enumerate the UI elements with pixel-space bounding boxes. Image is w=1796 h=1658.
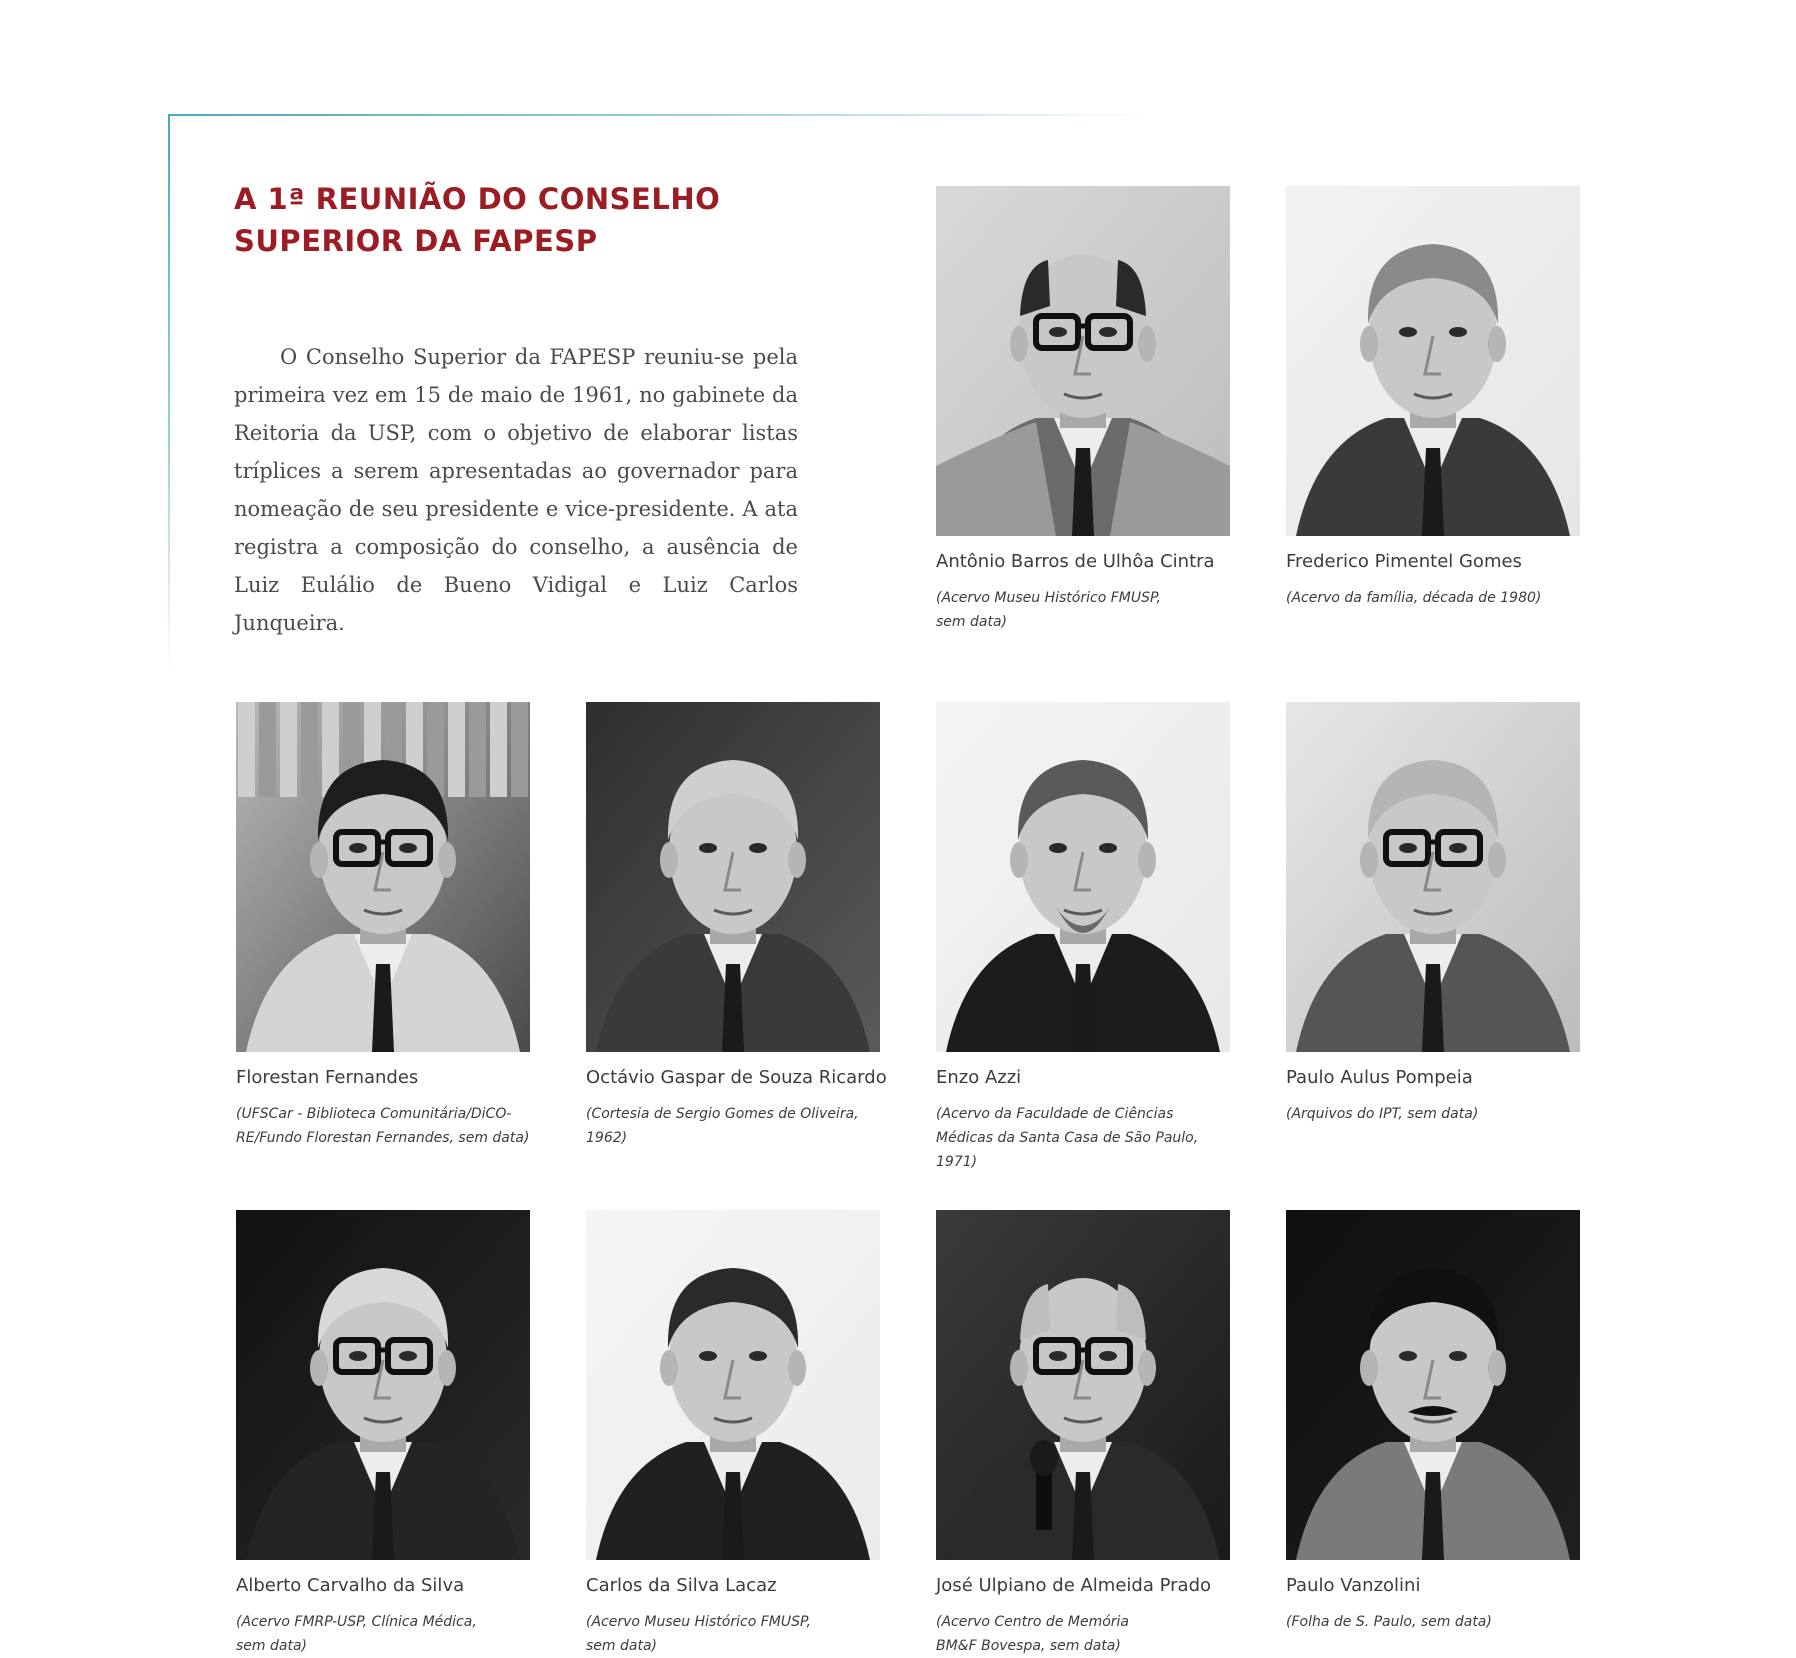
portrait-card bbox=[586, 702, 887, 1150]
book-spine bbox=[259, 702, 276, 797]
portrait-image bbox=[936, 702, 1230, 1052]
eye-left bbox=[1049, 843, 1067, 853]
portrait-card bbox=[1286, 702, 1580, 1126]
portrait-card bbox=[586, 1210, 880, 1658]
portrait-credit: (Acervo Centro de Memória BM&F Bovespa, sem data) bbox=[936, 1614, 1129, 1654]
ear-right bbox=[1138, 842, 1156, 878]
ear-left bbox=[310, 1350, 328, 1386]
eye-left bbox=[1049, 1351, 1067, 1361]
portrait-name: Octávio Gaspar de Souza Ricardo bbox=[586, 1067, 887, 1088]
eye-right bbox=[1449, 1351, 1467, 1361]
microphone-head bbox=[1030, 1440, 1058, 1476]
book-spine bbox=[280, 702, 297, 797]
eye-right bbox=[1099, 1351, 1117, 1361]
portrait-card bbox=[936, 1210, 1230, 1658]
eye-left bbox=[1049, 327, 1067, 337]
portrait-name: Enzo Azzi bbox=[936, 1067, 1022, 1088]
portrait-name: Alberto Carvalho da Silva bbox=[236, 1575, 465, 1596]
eye-left bbox=[1399, 1351, 1417, 1361]
eye-left bbox=[699, 843, 717, 853]
eye-right bbox=[1449, 843, 1467, 853]
portrait-name: Antônio Barros de Ulhôa Cintra bbox=[936, 551, 1215, 572]
portrait-credit: (Arquivos do IPT, sem data) bbox=[1286, 1106, 1479, 1122]
portrait-photo bbox=[1286, 702, 1580, 1052]
portrait-image bbox=[936, 186, 1230, 536]
ear-left bbox=[1010, 842, 1028, 878]
ear-left bbox=[660, 1350, 678, 1386]
ear-left bbox=[1360, 1350, 1378, 1386]
eye-right bbox=[1099, 327, 1117, 337]
section-title-line-1: A 1ª REUNIÃO DO CONSELHO bbox=[234, 182, 721, 216]
body-paragraph: O Conselho Superior da FAPESP reuniu-se pela primeira vez em 15 de maio de 1961, no gabinete da Reitoria da USP, com o objetivo de elaborar listas tríplices a serem apresentadas ao governador para nomeação de seu presidente e vice-presidente. A ata registra a composição do conselho, a ausência de Luiz Eulálio de Bueno Vidigal e Luiz Carlos Junqueira. bbox=[234, 345, 798, 635]
portrait-card bbox=[936, 186, 1230, 634]
section-title-line-2: SUPERIOR DA FAPESP bbox=[234, 224, 598, 258]
portrait-photo bbox=[936, 186, 1230, 536]
ear-right bbox=[1138, 1350, 1156, 1386]
frame-left-rule bbox=[168, 114, 170, 674]
book-spine bbox=[448, 702, 465, 797]
eye-right bbox=[399, 1351, 417, 1361]
eye-left bbox=[349, 843, 367, 853]
ear-right bbox=[438, 842, 456, 878]
portrait-image bbox=[586, 702, 880, 1052]
ear-left bbox=[1010, 326, 1028, 362]
portrait-name: Carlos da Silva Lacaz bbox=[586, 1575, 777, 1596]
eye-left bbox=[1399, 843, 1417, 853]
portrait-credit: (Acervo da família, década de 1980) bbox=[1286, 590, 1542, 606]
portrait-credit: (Acervo FMRP-USP, Clínica Médica, sem data) bbox=[236, 1614, 477, 1654]
eye-left bbox=[1399, 327, 1417, 337]
book-spine bbox=[511, 702, 528, 797]
portrait-photo bbox=[236, 702, 530, 1052]
ear-right bbox=[788, 1350, 806, 1386]
eye-left bbox=[349, 1351, 367, 1361]
ear-right bbox=[438, 1350, 456, 1386]
portrait-image bbox=[936, 1210, 1230, 1560]
ear-left bbox=[660, 842, 678, 878]
portrait-name: Paulo Aulus Pompeia bbox=[1286, 1067, 1473, 1088]
portrait-image bbox=[586, 1210, 880, 1560]
book-spine bbox=[469, 702, 486, 797]
portrait-card bbox=[236, 1210, 530, 1658]
portrait-image bbox=[236, 702, 530, 1052]
ear-left bbox=[1360, 842, 1378, 878]
eye-right bbox=[1099, 843, 1117, 853]
portrait-name: Florestan Fernandes bbox=[236, 1067, 419, 1088]
book-spine bbox=[301, 702, 318, 797]
portrait-name: Frederico Pimentel Gomes bbox=[1286, 551, 1522, 572]
eye-right bbox=[749, 843, 767, 853]
portrait-card bbox=[1286, 186, 1580, 610]
portrait-photo bbox=[1286, 186, 1580, 536]
portrait-card bbox=[1286, 1210, 1580, 1634]
ear-right bbox=[788, 842, 806, 878]
portrait-photo bbox=[586, 702, 880, 1052]
portrait-image bbox=[236, 1210, 530, 1560]
portrait-photo bbox=[936, 1210, 1230, 1560]
ear-right bbox=[1488, 842, 1506, 878]
eye-right bbox=[1449, 327, 1467, 337]
ear-right bbox=[1488, 326, 1506, 362]
portrait-photo bbox=[586, 1210, 880, 1560]
portrait-credit: (Acervo Museu Histórico FMUSP, sem data) bbox=[586, 1614, 811, 1654]
portrait-credit: (Acervo Museu Histórico FMUSP, sem data) bbox=[936, 590, 1161, 630]
portrait-photo bbox=[936, 702, 1230, 1052]
book-spine bbox=[238, 702, 255, 797]
ear-left bbox=[1010, 1350, 1028, 1386]
frame-top-rule bbox=[168, 114, 1158, 116]
book-spine bbox=[490, 702, 507, 797]
portrait-credit: (Cortesia de Sergio Gomes de Oliveira, 1962) bbox=[586, 1106, 859, 1146]
portrait-credit: (Folha de S. Paulo, sem data) bbox=[1286, 1614, 1492, 1630]
portrait-name: Paulo Vanzolini bbox=[1286, 1575, 1421, 1596]
portrait-credit: (UFSCar - Biblioteca Comunitária/DiCO-RE/Fundo Florestan Fernandes, sem data) bbox=[236, 1106, 530, 1146]
eye-right bbox=[399, 843, 417, 853]
portrait-image bbox=[1286, 702, 1580, 1052]
portrait-image bbox=[1286, 186, 1580, 536]
ear-left bbox=[310, 842, 328, 878]
eye-left bbox=[699, 1351, 717, 1361]
portrait-card bbox=[936, 702, 1230, 1174]
ear-right bbox=[1488, 1350, 1506, 1386]
eye-right bbox=[749, 1351, 767, 1361]
ear-right bbox=[1138, 326, 1156, 362]
portrait-photo bbox=[236, 1210, 530, 1560]
portrait-photo bbox=[1286, 1210, 1580, 1560]
portrait-image bbox=[1286, 1210, 1580, 1560]
ear-left bbox=[1360, 326, 1378, 362]
portrait-name: José Ulpiano de Almeida Prado bbox=[936, 1575, 1212, 1596]
portrait-credit: (Acervo da Faculdade de Ciências Médicas da Santa Casa de São Paulo, 1971) bbox=[936, 1106, 1199, 1170]
section-title bbox=[234, 178, 754, 262]
portrait-card bbox=[236, 702, 530, 1150]
